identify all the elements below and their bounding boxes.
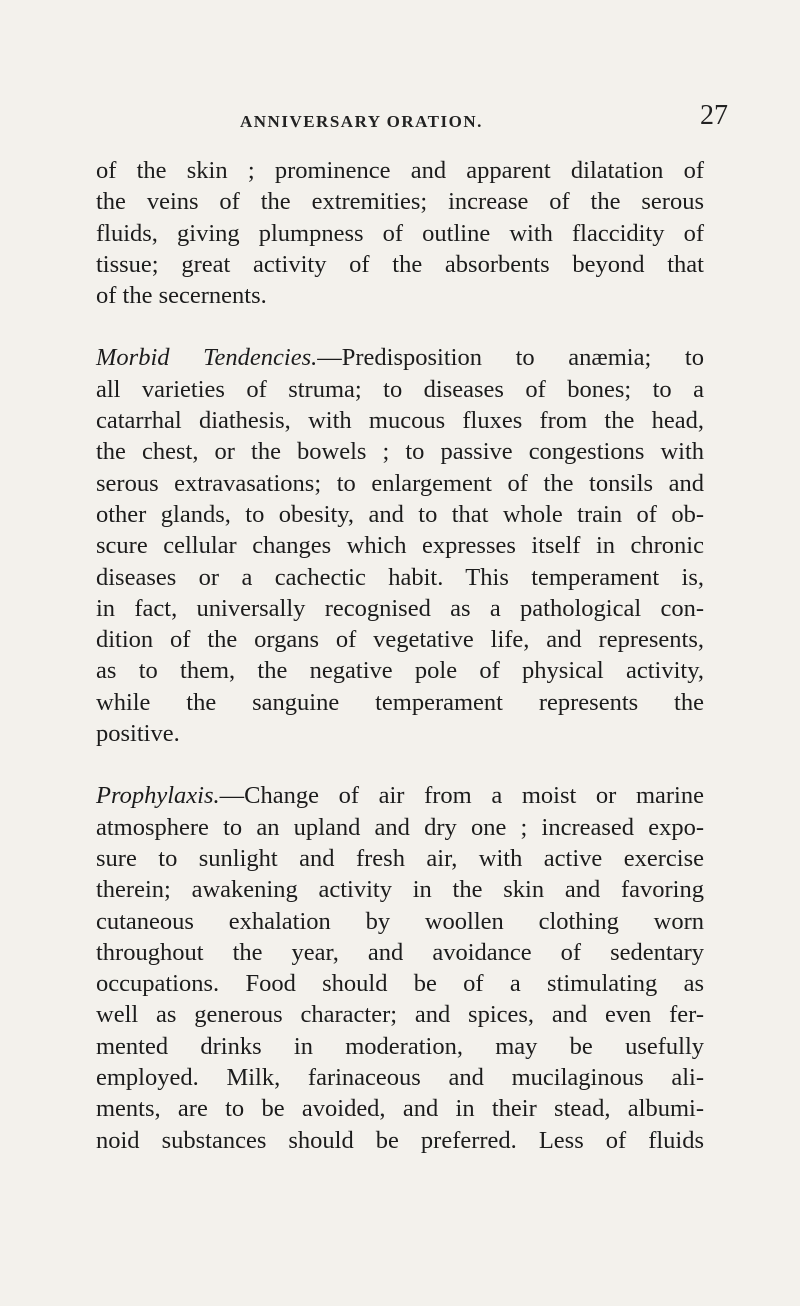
text-line: the veins of the extremities; increase of the serous	[96, 188, 704, 216]
section-heading-prophylaxis: Prophylaxis.	[96, 782, 220, 810]
text-line: employed. Milk, farinaceous and mucilaginous ali-	[96, 1064, 704, 1092]
paragraph-gap	[96, 749, 704, 780]
page-number: 27	[700, 100, 728, 131]
text-line: sure to sunlight and fresh air, with active exercise	[96, 844, 704, 872]
text-line: therein; awakening activity in the skin and favoring	[96, 876, 704, 904]
text-line: while the sanguine temperament represents the	[96, 688, 704, 716]
section-heading-morbid-tendencies: Morbid Tendencies.	[96, 344, 318, 372]
text-line: catarrhal diathesis, with mucous fluxes from the head,	[96, 407, 704, 435]
text-line: cutaneous exhalation by woollen clothing worn	[96, 907, 704, 935]
text-line: diseases or a cachectic habit. This temperament is,	[96, 563, 704, 591]
text-line: well as generous character; and spices, and even fer-	[96, 1001, 704, 1029]
text-line: all varieties of struma; to diseases of bones; to a	[96, 375, 704, 403]
paragraph-first-line	[96, 342, 704, 373]
text-line: dition of the organs of vegetative life, and represents,	[96, 626, 704, 654]
text-line: mented drinks in moderation, may be usefully	[96, 1032, 704, 1060]
text-line: atmosphere to an upland and dry one ; increased expo-	[96, 813, 704, 841]
text-line: occupations. Food should be of a stimulating as	[96, 970, 704, 998]
text-run: —Change of air from a moist or marine	[219, 782, 704, 810]
text-line: the chest, or the bowels ; to passive congestions with	[96, 438, 704, 466]
running-head: ANNIVERSARY ORATION.	[240, 112, 483, 131]
text-run: —Predisposition to anæmia; to	[317, 344, 704, 372]
text-line: tissue; great activity of the absorbents beyond that	[96, 250, 704, 278]
paragraph-first-line	[96, 780, 704, 811]
text-line: other glands, to obesity, and to that whole train of ob-	[96, 500, 704, 528]
text-line: noid substances should be preferred. Less of fluids	[96, 1126, 704, 1154]
text-line: in fact, universally recognised as a pathological con-	[96, 594, 704, 622]
text-line: ments, are to be avoided, and in their stead, albumi-	[96, 1095, 704, 1123]
text-line: scure cellular changes which expresses itself in chronic	[96, 532, 704, 560]
text-line: throughout the year, and avoidance of sedentary	[96, 938, 704, 966]
text-line: as to them, the negative pole of physical activity,	[96, 657, 704, 685]
text-line: of the skin ; prominence and apparent dilatation of	[96, 157, 704, 184]
body-text	[96, 155, 704, 1156]
text-line: of the secernents.	[96, 282, 267, 310]
paragraph-gap	[96, 311, 704, 342]
text-line: serous extravasations; to enlargement of the tonsils and	[96, 469, 704, 497]
text-line: fluids, giving plumpness of outline with flaccidity of	[96, 219, 704, 247]
text-line: positive.	[96, 720, 180, 748]
